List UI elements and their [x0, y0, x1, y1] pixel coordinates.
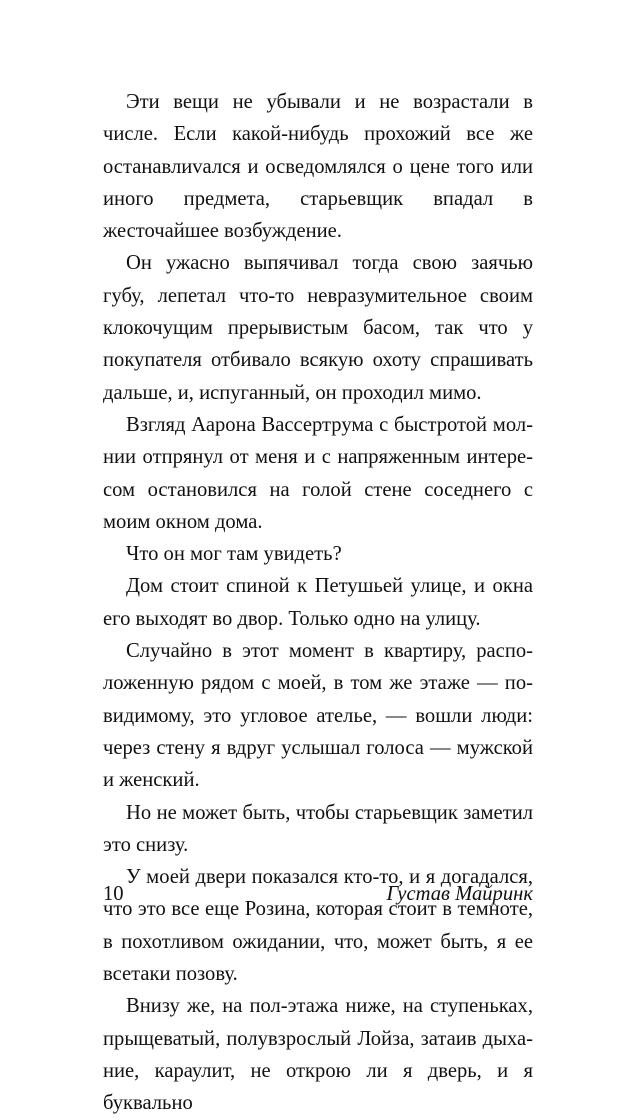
paragraph-5: Дом стоит спиной к Петушьей улице, и окна его выходят во двор. Только одно на улицу.	[103, 575, 533, 630]
body-text	[103, 86, 533, 1120]
paragraph-9: Внизу же, на пол-этажа ниже, на ступеньках, прыщеватый, полувзрослый Лойза, затаив дыхание, караулит, не открою ли я дверь, и я буквально	[103, 995, 533, 1115]
paragraph-4: Что он мог там увидеть?	[126, 543, 342, 566]
paragraph-2: Он ужасно выпячивал тогда свою заячью губу, лепетал что-то невразумительное своим клокочущим прерывистым басом, так что у покупателя отбивало всякую охоту спрашивать дальше, и, испуганный, он проходил мимо.	[103, 252, 533, 404]
running-author: Густав Майринк	[386, 883, 533, 905]
paragraph-8: У моей двери показался кто-то, и я догадался, что это все еще Розина, которая стоит в темноте, в похотливом ожидании, что, может быть, я ее всетаки позову.	[103, 866, 533, 986]
paragraph-7: Но не может быть, чтобы старьевщик заметил это снизу.	[103, 801, 533, 856]
paragraph-3: Взгляд Аарона Вассертрума с быстротой молнии отпрянул от меня и с напряженным интересом остановился на голой стене соседнего с моим окном дома.	[103, 413, 533, 533]
page-number: 10	[103, 883, 124, 905]
paragraph-6: Случайно в этот момент в квартиру, расположенную рядом с моей, в том же этаже — повидимому, это угловое ателье, — вошли люди: через стену я вдруг услышал голоса — мужской и женский.	[103, 640, 533, 792]
paragraph-1: Эти вещи не убывали и не возрастали в числе. Если какой-нибудь прохожий все же останавлиvался и осведомлялся о цене того или иного предмета, старьевщик впадал в жесточайшее возбуждение.	[103, 91, 533, 243]
